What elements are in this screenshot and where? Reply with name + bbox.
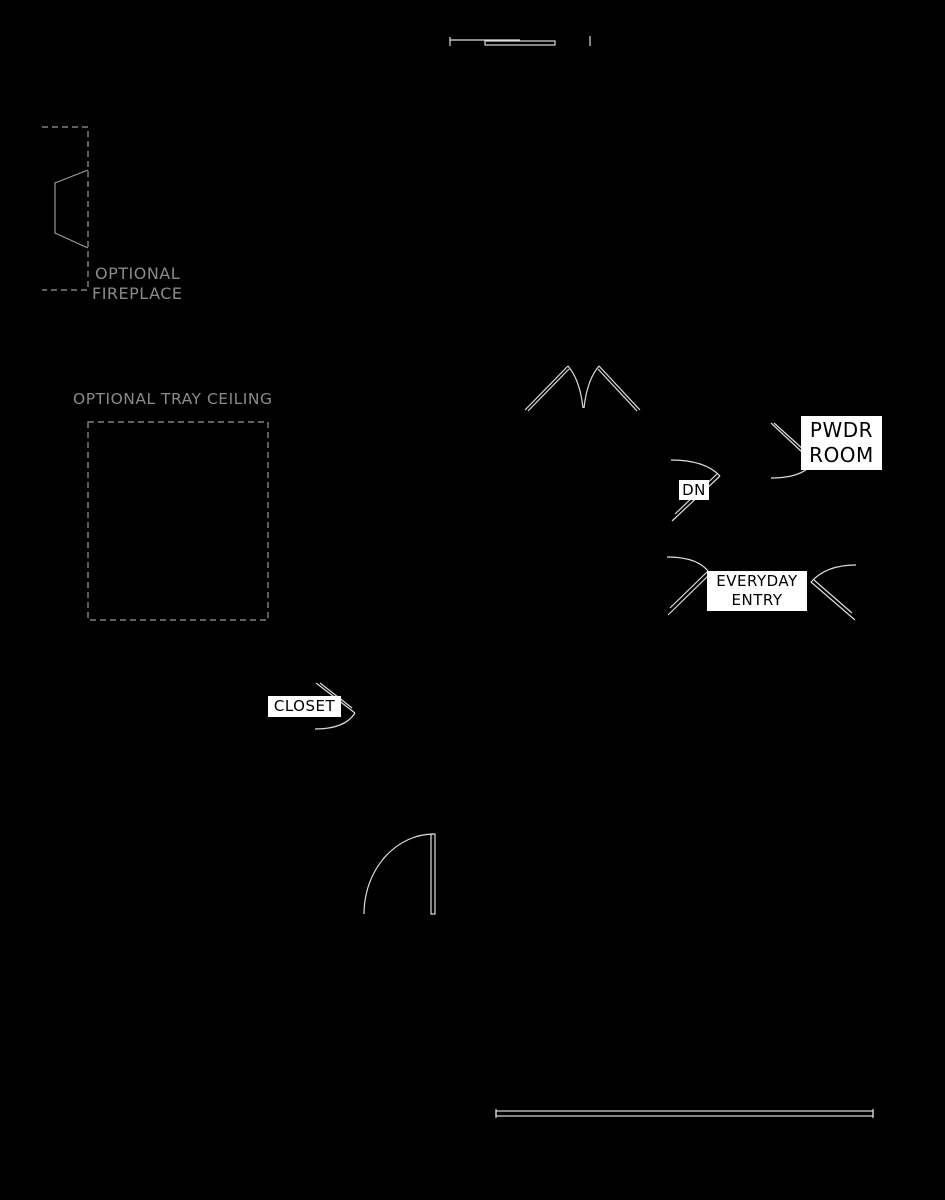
stair-down-label: DN — [679, 480, 709, 500]
swing-door — [364, 834, 435, 914]
optional-fireplace-line2: FIREPLACE — [92, 284, 183, 303]
pwdr-room-line2: ROOM — [809, 443, 874, 467]
bottom-window-symbol — [496, 1109, 873, 1118]
optional-fireplace-line1: OPTIONAL — [95, 264, 181, 283]
optional-tray-ceiling-outline — [88, 422, 268, 620]
pwdr-room-line1: PWDR — [809, 418, 874, 442]
everyday-entry-label — [707, 571, 807, 611]
optional-tray-ceiling-label: OPTIONAL TRAY CEILING — [73, 390, 273, 408]
top-window-symbol — [450, 36, 590, 46]
everyday-entry-line1: EVERYDAY — [716, 572, 798, 590]
everyday-entry-line2: ENTRY — [731, 591, 783, 609]
double-door-swing — [525, 366, 640, 411]
closet-label: CLOSET — [268, 696, 341, 717]
optional-fireplace-label — [92, 264, 183, 304]
optional-fireplace-outline — [42, 127, 88, 290]
pwdr-room-label — [801, 416, 882, 470]
